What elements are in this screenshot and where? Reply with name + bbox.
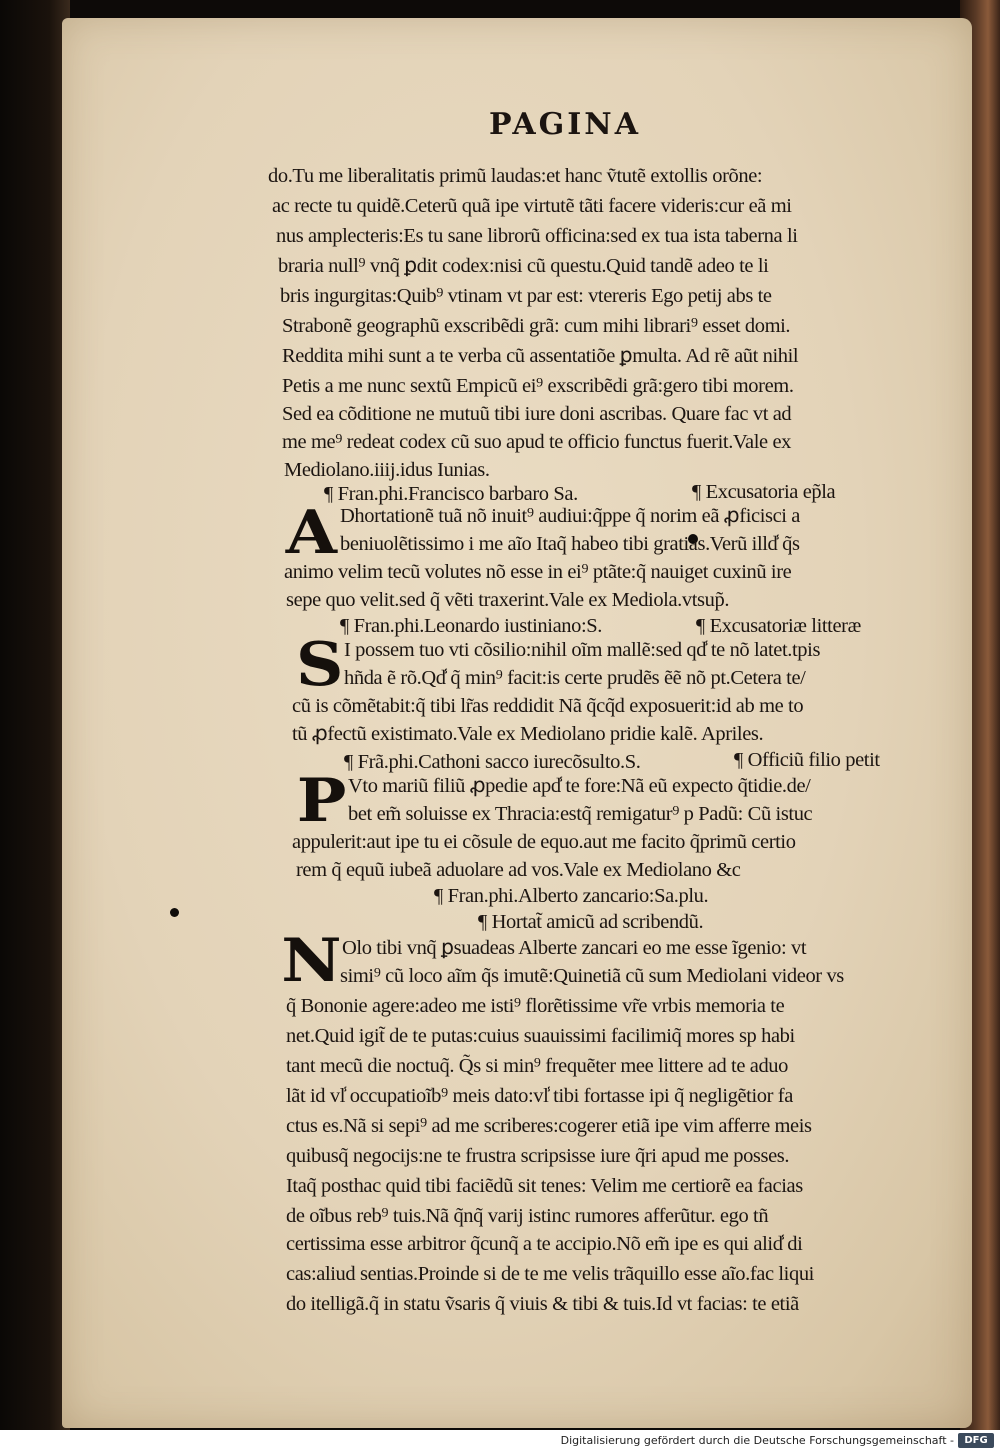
text-line: de oĩbus reb⁹ tuis.Nã q̃nq̃ varij istinc rumores afferũtur. ego tñ xyxy=(286,1205,769,1227)
text-line: Dhortationẽ tuã nõ inuit⁹ audiui:q̃ppe q̃ norim eã ꝓficisci a xyxy=(340,505,800,527)
text-line: animo velim tecũ volutes nõ esse in ei⁹ ptãte:q̃ nauiget cuxinũ ire xyxy=(284,561,792,583)
text-line: hñda ẽ rõ.Qd̾ q̃ min⁹ facit:is certe prudẽs ẽẽ nõ pt.Cetera te/ xyxy=(344,667,806,689)
text-line: beniuolẽtissimo i me aĩo Itaq̃ habeo tibi gratias.Verũ illd̾ q̃s xyxy=(340,533,800,555)
scan-background-left xyxy=(0,0,70,1430)
initial-capital: N xyxy=(281,926,341,996)
text-line: ctus es.Nã si sepi⁹ ad me scriberes:cogerer etiã ipe vim afferre meis xyxy=(286,1115,812,1137)
running-head: PAGINA xyxy=(489,107,642,142)
text-line: rem q̃ equũ iubeã aduolare ad vos.Vale ex Mediolano &c xyxy=(296,859,741,881)
text-line: bet em̃ soluisse ex Thracia:estq̃ remigatur⁹ p Padũ: Cũ istuc xyxy=(348,803,813,825)
text-line: appulerit:aut ipe tu ei cõsule de equo.aut me facito q̃primũ certio xyxy=(292,831,796,853)
initial-capital: A xyxy=(285,498,337,568)
letter-heading: ¶ Fran.phi.Francisco barbaro Sa. xyxy=(324,483,578,505)
text-line: Mediolano.iiij.idus Iunias. xyxy=(284,459,490,481)
text-line: do.Tu me liberalitatis primũ laudas:et hanc ṽtutẽ extollis orõne: xyxy=(268,165,763,187)
text-line: nus amplecteris:Es tu sane librorũ officina:sed ex tua ista taberna li xyxy=(276,225,798,247)
letter-subject: ¶ Excusatoriæ litteræ xyxy=(696,615,861,637)
ink-spot xyxy=(170,908,179,917)
dfg-logo: DFG xyxy=(958,1433,994,1448)
letter-subject: ¶ Hortat̃ amicũ ad scribendũ. xyxy=(478,911,704,933)
text-line: quibusq̃ negocijs:ne te frustra scripsisse iure q̃ri apud me posses. xyxy=(286,1145,790,1167)
text-line: bris ingurgitas:Quib⁹ vtinam vt par est: vtereris Ego petij abs te xyxy=(280,285,772,307)
initial-capital: S xyxy=(295,630,343,700)
text-line: net.Quid igit̃ de te putas:cuius suauissimi facilimiq̃ mores sp habi xyxy=(286,1025,795,1047)
text-line: certissima esse arbitror q̃cunq̃ a te accipio.Nõ em̃ ipe es qui alid̾ di xyxy=(286,1233,803,1255)
text-line: ac recte tu quidẽ.Ceterũ quã ipe virtutẽ tãti facere videris:cur eã mi xyxy=(272,195,792,217)
text-line: Petis a me nunc sextũ Empicũ ei⁹ exscribẽdi grã:gero tibi morem. xyxy=(282,375,794,397)
text-line: Itaq̃ posthac quid tibi faciẽdũ sit tenes: Velim me certiorẽ ea facias xyxy=(286,1175,803,1197)
text-line: Vto mariũ filiũ ꝓpedie apd̾ te fore:Nã eũ expecto q̃tidie.de/ xyxy=(348,775,811,797)
text-line: do itelligã.q̃ in statu ṽsaris q̃ viuis & tibi & tuis.Id vt facias: te etiã xyxy=(286,1293,799,1315)
letter-heading: ¶ Frã.phi.Cathoni sacco iurecõsulto.S. xyxy=(344,751,641,773)
letter-subject: ¶ Excusatoria ep̃la xyxy=(692,481,836,503)
text-line: cas:aliud sentias.Proinde si de te me velis trãquillo esse aĩo.fac liqui xyxy=(286,1263,814,1285)
digitization-credit: Digitalisierung gefördert durch die Deutsche Forschungsgemeinschaft - xyxy=(560,1434,954,1447)
text-line: tant mecũ die noctuq̃. Q̃s si min⁹ frequẽter mee littere ad te aduo xyxy=(286,1055,789,1077)
text-line: sepe quo velit.sed q̃ vẽti traxerint.Vale ex Mediola.vtsup̃. xyxy=(286,589,730,611)
text-line: Reddita mihi sunt a te verba cũ assentatiõe ꝑmulta. Ad rẽ aũt nihil xyxy=(282,345,799,367)
text-line: I possem tuo vti cõsilio:nihil oĩm mallẽ:sed qd̾ te nõ latet.tpis xyxy=(344,639,821,661)
text-line: cũ is cõmẽtabit:q̃ tibi lr̃as reddidit Nã q̃cq̃d exposuerit:id ab me to xyxy=(292,695,804,717)
text-line: me me⁹ redeat codex cũ suo apud te officio functus fuerit.Vale ex xyxy=(282,431,792,453)
text-line: Strabonẽ geographũ exscribẽdi grã: cum mihi librari⁹ esset domi. xyxy=(282,315,791,337)
text-line: Sed ea cõditione ne mutuũ tibi iure doni ascribas. Quare fac vt ad xyxy=(282,403,792,425)
text-line: q̃ Bononie agere:adeo me isti⁹ florẽtissime vr̃e vrbis memoria te xyxy=(286,995,785,1017)
text-line: simi⁹ cũ loco aĩm q̃s imutẽ:Quinetiã cũ sum Mediolani videor vs xyxy=(340,965,844,987)
text-line: Olo tibi vnq̃ ꝑsuadeas Alberte zancari eo me esse ĩgenio: vt xyxy=(342,937,807,959)
letter-heading: ¶ Fran.phi.Leonardo iustiniano:S. xyxy=(340,615,602,637)
text-line: lãt id vl̾ occupatioĩb⁹ meis dato:vl̾ tibi fortasse ipi q̃ negligẽtior fa xyxy=(286,1085,793,1107)
letter-heading: ¶ Fran.phi.Alberto zancario:Sa.plu. xyxy=(434,885,709,907)
letter-subject: ¶ Officiũ filio petit xyxy=(734,749,880,771)
initial-capital: P xyxy=(296,766,346,836)
text-line: tũ ꝓfectũ existimato.Vale ex Mediolano pridie kalẽ. Apriles. xyxy=(292,723,764,745)
text-line: braria null⁹ vnq̃ ꝑdit codex:nisi cũ questu.Quid tandẽ adeo te li xyxy=(278,255,769,277)
